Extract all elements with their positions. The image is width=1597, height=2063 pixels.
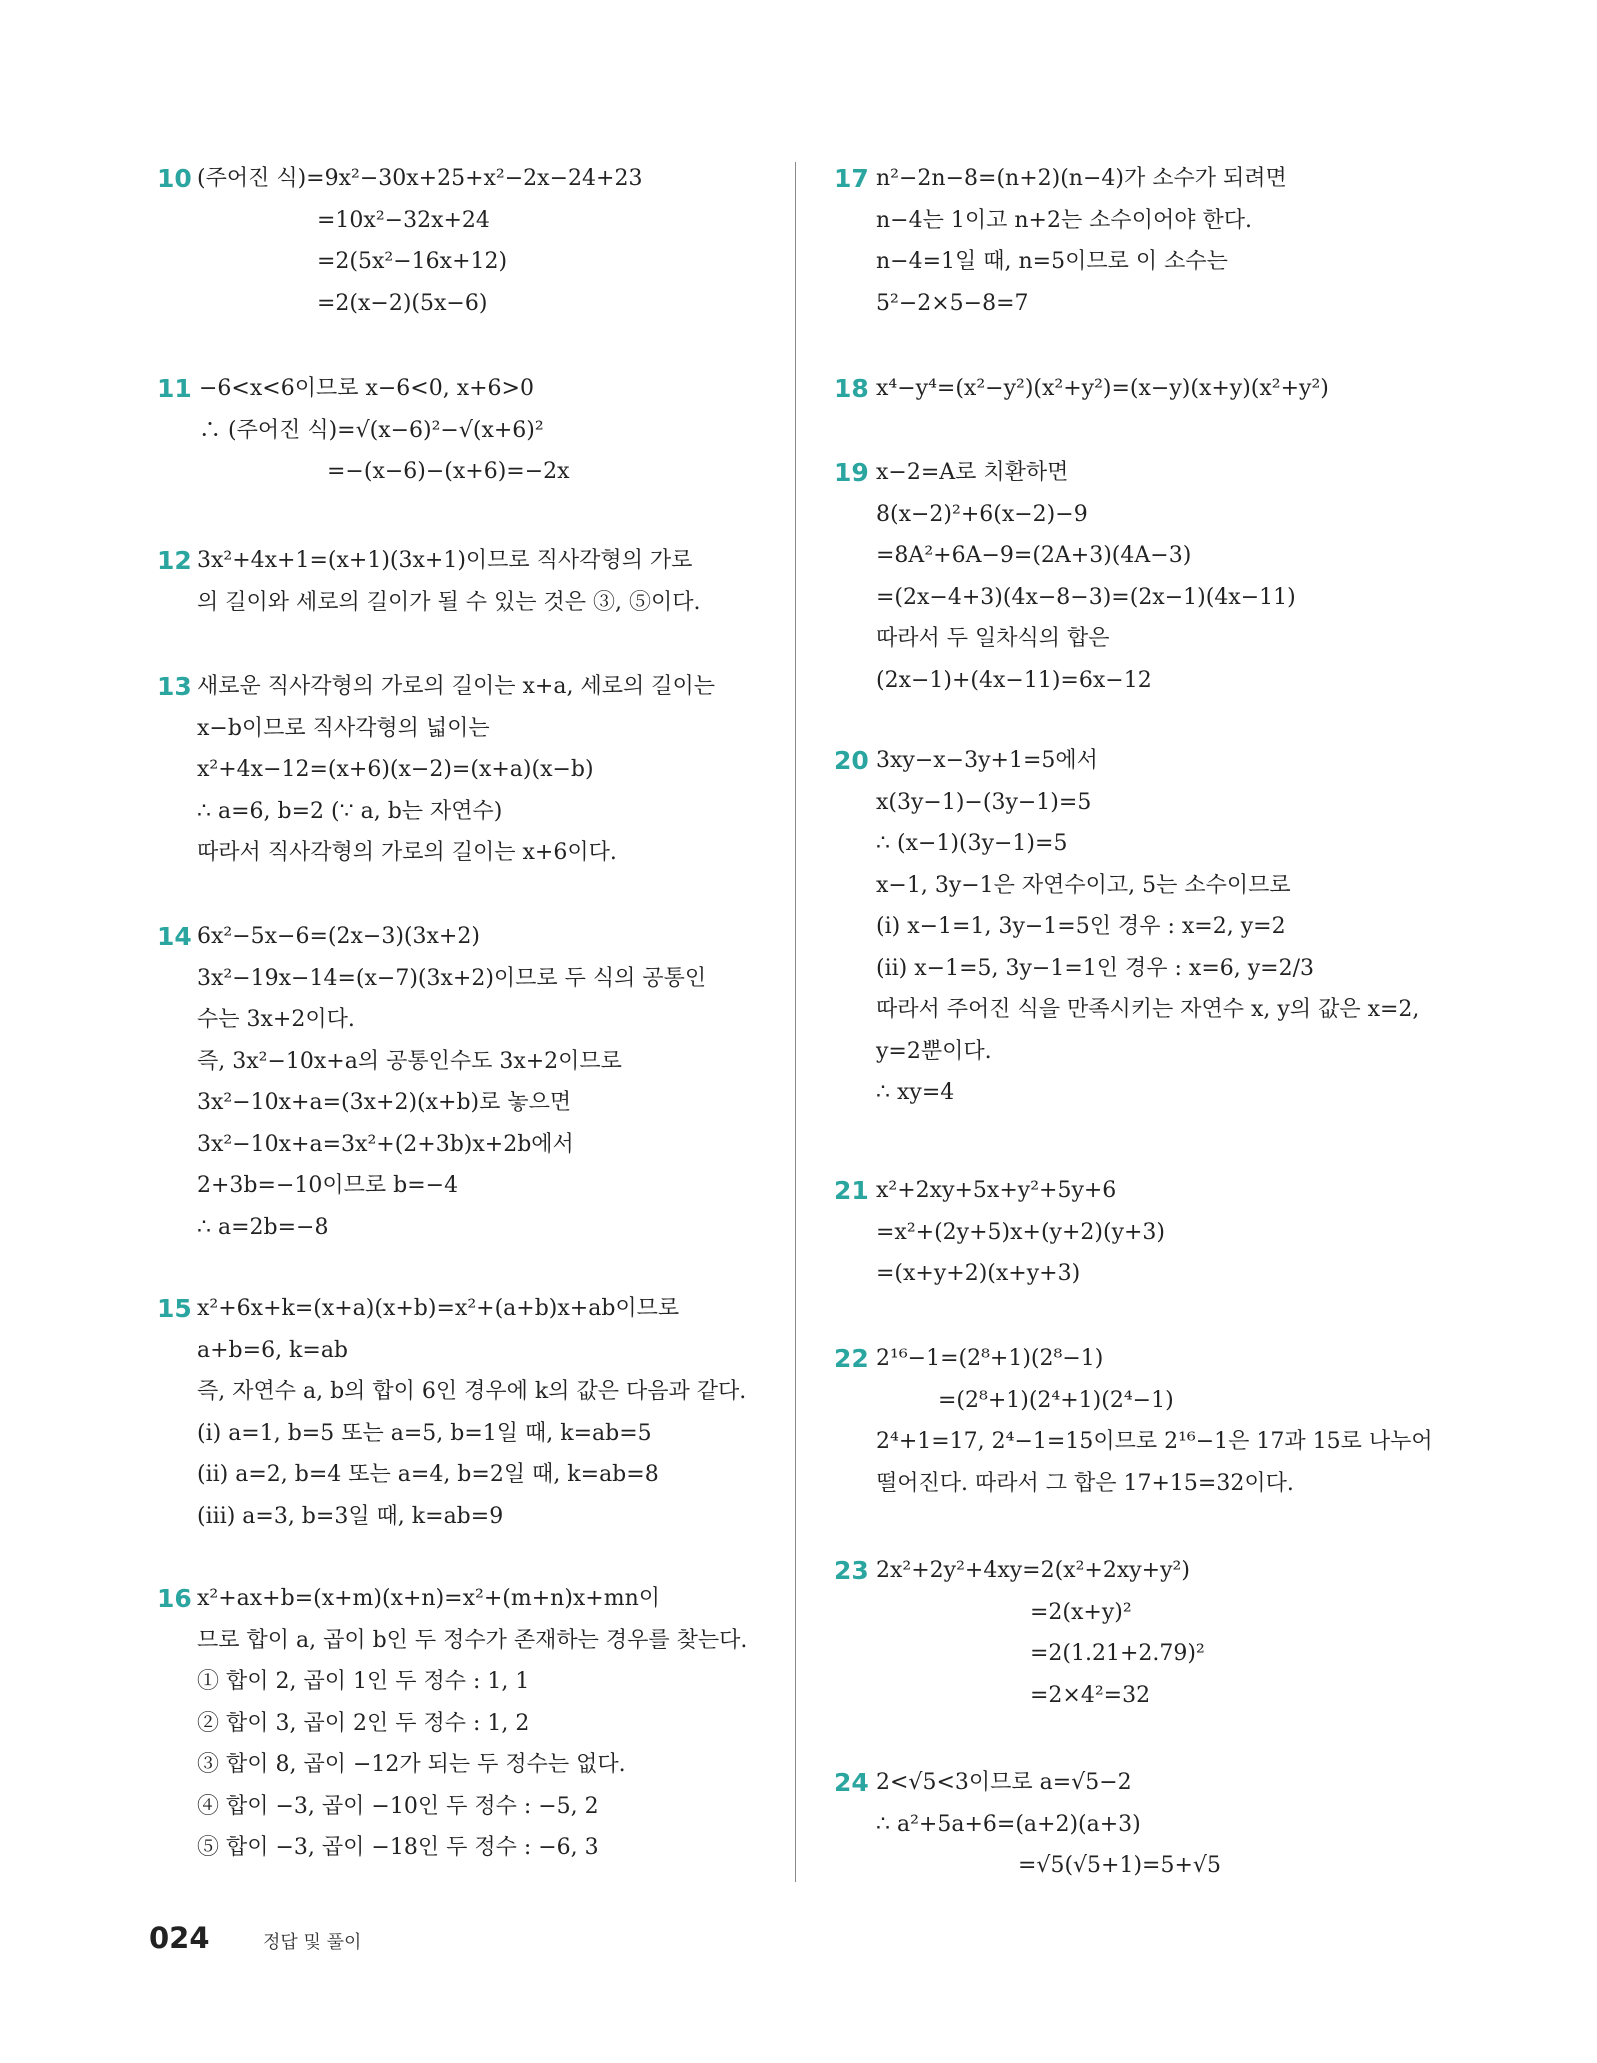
solution-line: ⑤ 합이 −3, 곱이 −18인 두 정수 : −6, 3 bbox=[197, 1835, 599, 1860]
solution-line: x²+6x+k=(x+a)(x+b)=x²+(a+b)x+ab이므로 bbox=[197, 1296, 680, 1321]
solution-line: 8(x−2)²+6(x−2)−9 bbox=[876, 501, 1088, 527]
solution-line: 6x²−5x−6=(2x−3)(3x+2) bbox=[197, 924, 480, 949]
solution-line: ① 합이 2, 곱이 1인 두 정수 : 1, 1 bbox=[197, 1669, 530, 1694]
solution-line: 5²−2×5−8=7 bbox=[876, 290, 1029, 316]
solution-line: =8A²+6A−9=(2A+3)(4A−3) bbox=[876, 543, 1192, 568]
problem-number: 22 bbox=[834, 1344, 869, 1373]
solution-line: n²−2n−8=(n+2)(n−4)가 소수가 되려면 bbox=[876, 166, 1287, 191]
solution-line: =2(5x²−16x+12) bbox=[317, 249, 508, 274]
solution-line: 따라서 주어진 식을 만족시키는 자연수 x, y의 값은 x=2, bbox=[876, 997, 1420, 1022]
solution-line: 2⁴+1=17, 2⁴−1=15이므로 2¹⁶−1은 17과 15로 나누어 bbox=[876, 1429, 1433, 1454]
column-divider bbox=[795, 162, 796, 1882]
solution-line: =√5(√5+1)=5+√5 bbox=[1018, 1853, 1221, 1878]
solution-line: =2(1.21+2.79)² bbox=[1030, 1641, 1205, 1666]
solution-line: ∴ a²+5a+6=(a+2)(a+3) bbox=[876, 1811, 1141, 1837]
solution-line: x−b이므로 직사각형의 넓이는 bbox=[197, 715, 490, 741]
solution-line: =10x²−32x+24 bbox=[317, 207, 490, 233]
solution-line: (ⅲ) a=3, b=3일 때, k=ab=9 bbox=[197, 1503, 504, 1529]
solution-line: n−4는 1이고 n+2는 소수이어야 한다. bbox=[876, 207, 1252, 233]
solution-line: ④ 합이 −3, 곱이 −10인 두 정수 : −5, 2 bbox=[197, 1793, 599, 1819]
solution-line: x²+2xy+5x+y²+5y+6 bbox=[876, 1178, 1117, 1203]
solution-line: 3xy−x−3y+1=5에서 bbox=[876, 748, 1098, 773]
solution-line: 2<√5<3이므로 a=√5−2 bbox=[876, 1770, 1132, 1795]
solution-line: 2¹⁶−1=(2⁸+1)(2⁸−1) bbox=[876, 1346, 1104, 1371]
solution-line: (2x−1)+(4x−11)=6x−12 bbox=[876, 667, 1152, 693]
solution-line: x²+ax+b=(x+m)(x+n)=x²+(m+n)x+mn이 bbox=[197, 1586, 661, 1611]
solution-line: ∴ xy=4 bbox=[876, 1080, 955, 1105]
solution-line: x−1, 3y−1은 자연수이고, 5는 소수이므로 bbox=[876, 872, 1291, 898]
solution-line: n−4=1일 때, n=5이므로 이 소수는 bbox=[876, 249, 1228, 274]
solution-line: 수는 3x+2이다. bbox=[197, 1007, 355, 1032]
solution-line: =(2⁸+1)(2⁴+1)(2⁴−1) bbox=[938, 1387, 1174, 1413]
solution-line: 3x²+4x+1=(x+1)(3x+1)이므로 직사각형의 가로 bbox=[197, 548, 693, 573]
solution-line: (주어진 식)=9x²−30x+25+x²−2x−24+23 bbox=[197, 166, 643, 191]
solution-line: 3x²−10x+a=(3x+2)(x+b)로 놓으면 bbox=[197, 1090, 572, 1115]
problem-number: 24 bbox=[834, 1768, 869, 1797]
problem-number: 19 bbox=[834, 458, 869, 487]
solution-line: =(2x−4+3)(4x−8−3)=(2x−1)(4x−11) bbox=[876, 584, 1296, 610]
solution-line: 3x²−19x−14=(x−7)(3x+2)이므로 두 식의 공통인 bbox=[197, 965, 707, 991]
problem-number: 15 bbox=[157, 1294, 192, 1323]
solution-line: 따라서 직사각형의 가로의 길이는 x+6이다. bbox=[197, 840, 617, 865]
page-number: 024 bbox=[149, 1921, 210, 1955]
solution-line: ③ 합이 8, 곱이 −12가 되는 두 정수는 없다. bbox=[197, 1752, 626, 1777]
solution-line: (ⅱ) x−1=5, 3y−1=1인 경우 : x=6, y=2/3 bbox=[876, 955, 1315, 981]
problem-number: 10 bbox=[157, 164, 192, 193]
solution-line: 즉, 자연수 a, b의 합이 6인 경우에 k의 값은 다음과 같다. bbox=[197, 1379, 747, 1404]
problem-number: 14 bbox=[157, 922, 192, 951]
solution-line: 즉, 3x²−10x+a의 공통인수도 3x+2이므로 bbox=[197, 1048, 622, 1074]
solution-line: 따라서 두 일차식의 합은 bbox=[876, 626, 1110, 651]
solution-line: −6<x<6이므로 x−6<0, x+6>0 bbox=[199, 376, 534, 401]
problem-number: 17 bbox=[834, 164, 869, 193]
solution-line: =2(x+y)² bbox=[1030, 1599, 1132, 1625]
problem-number: 18 bbox=[834, 374, 869, 403]
solution-line: =2×4²=32 bbox=[1030, 1682, 1151, 1708]
solution-line: =x²+(2y+5)x+(y+2)(y+3) bbox=[876, 1219, 1166, 1245]
solution-line: 2+3b=−10이므로 b=−4 bbox=[197, 1173, 459, 1198]
solution-line: (ⅰ) a=1, b=5 또는 a=5, b=1일 때, k=ab=5 bbox=[197, 1420, 652, 1446]
solution-line: x−2=A로 치환하면 bbox=[876, 460, 1069, 485]
solution-line: 2x²+2y²+4xy=2(x²+2xy+y²) bbox=[876, 1558, 1190, 1583]
solution-line: 떨어진다. 따라서 그 합은 17+15=32이다. bbox=[876, 1470, 1294, 1496]
problem-number: 11 bbox=[157, 374, 192, 403]
solution-line: a+b=6, k=ab bbox=[197, 1337, 349, 1363]
solution-line: x⁴−y⁴=(x²−y²)(x²+y²)=(x−y)(x+y)(x²+y²) bbox=[876, 376, 1329, 401]
problem-number: 21 bbox=[834, 1176, 869, 1205]
solution-line: ∴ (주어진 식)=√(x−6)²−√(x+6)² bbox=[199, 417, 544, 443]
problem-number: 20 bbox=[834, 746, 869, 775]
footer-title: 정답 및 풀이 bbox=[263, 1932, 362, 1953]
solution-line: 의 길이와 세로의 길이가 될 수 있는 것은 ③, ⑤이다. bbox=[197, 589, 701, 615]
problem-number: 16 bbox=[157, 1584, 192, 1613]
solution-line: x²+4x−12=(x+6)(x−2)=(x+a)(x−b) bbox=[197, 757, 594, 782]
problem-number: 23 bbox=[834, 1556, 869, 1585]
problem-number: 13 bbox=[157, 672, 192, 701]
solution-line: (ⅱ) a=2, b=4 또는 a=4, b=2일 때, k=ab=8 bbox=[197, 1462, 659, 1487]
solution-line: 3x²−10x+a=3x²+(2+3b)x+2b에서 bbox=[197, 1131, 574, 1157]
solution-line: y=2뿐이다. bbox=[876, 1038, 992, 1064]
solution-line: ② 합이 3, 곱이 2인 두 정수 : 1, 2 bbox=[197, 1710, 530, 1736]
solution-line: ∴ (x−1)(3y−1)=5 bbox=[876, 831, 1068, 856]
solution-line: 므로 합이 a, 곱이 b인 두 정수가 존재하는 경우를 찾는다. bbox=[197, 1627, 748, 1653]
solution-line: ∴ a=6, b=2 (∵ a, b는 자연수) bbox=[197, 798, 503, 824]
solution-line: =(x+y+2)(x+y+3) bbox=[876, 1261, 1081, 1286]
solution-line: ∴ a=2b=−8 bbox=[197, 1214, 329, 1240]
problem-number: 12 bbox=[157, 546, 192, 575]
solution-line: 새로운 직사각형의 가로의 길이는 x+a, 세로의 길이는 bbox=[197, 674, 715, 699]
solution-line: (ⅰ) x−1=1, 3y−1=5인 경우 : x=2, y=2 bbox=[876, 914, 1286, 939]
solution-line: =−(x−6)−(x+6)=−2x bbox=[327, 459, 570, 484]
solution-line: =2(x−2)(5x−6) bbox=[317, 290, 488, 316]
solution-line: x(3y−1)−(3y−1)=5 bbox=[876, 789, 1092, 815]
